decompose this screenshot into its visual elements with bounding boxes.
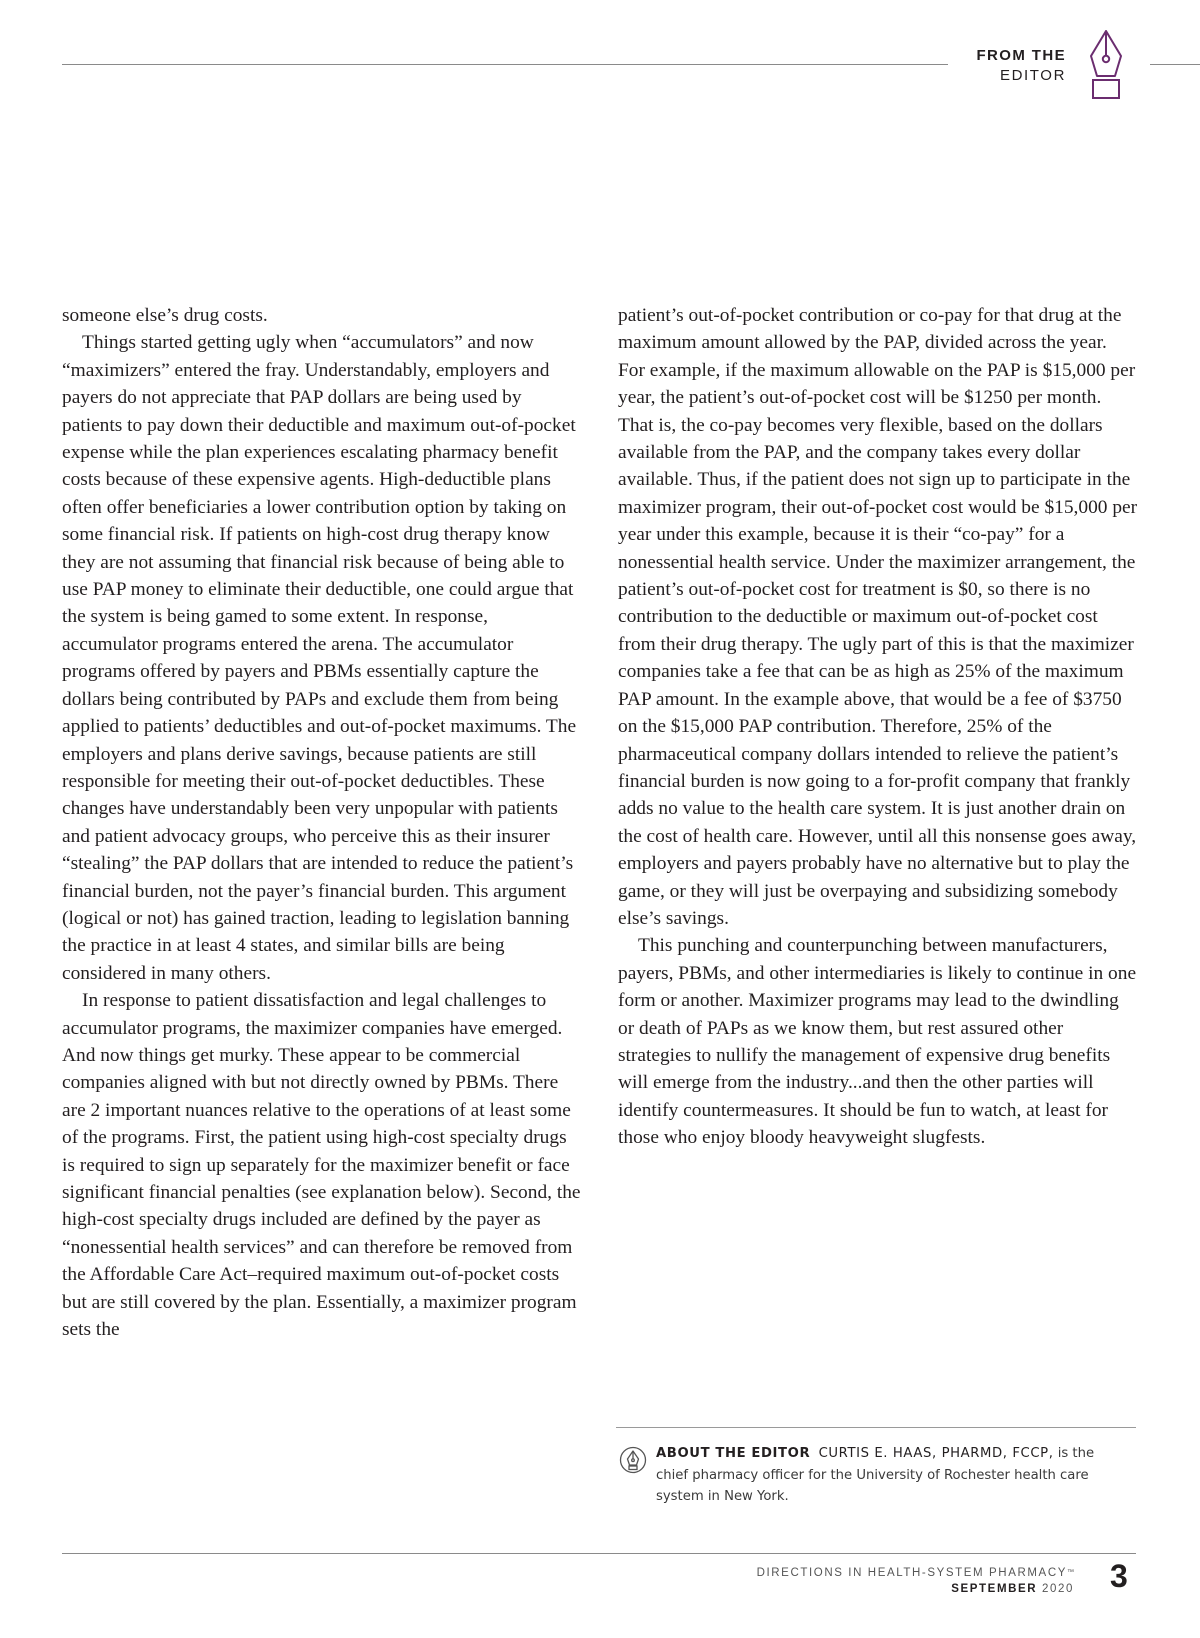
article-column-left — [62, 302, 582, 1343]
pen-nib-circle-icon — [619, 1446, 647, 1474]
section-label-line1: FROM THE — [976, 47, 1066, 64]
about-editor-rule — [616, 1427, 1136, 1428]
publication-name: DIRECTIONS IN HEALTH-SYSTEM PHARMACY — [756, 1567, 1067, 1579]
issue-year: 2020 — [1042, 1583, 1074, 1595]
trademark-mark: ™ — [1067, 1569, 1074, 1576]
paragraph: In response to patient dissatisfaction and legal challenges to accumulator programs, the maximizer companies have emerged. And now things get murky. These appear to be commercial companies aligned with but not directly owned by PBMs. There are 2 important nuances relative to the operations of at least some of the programs. First, the patient using high-cost specialty drugs is required to sign up separately for the maximizer benefit or face significant financial penalties (see explanation below). Second, the high-cost specialty drugs included are defined by the payer as “nonessential health services” and can therefore be removed from the Affordable Care Act–required maximum out-of-pocket costs but are still covered by the plan. Essentially, a maximizer program sets the — [62, 990, 581, 1341]
paragraph: patient’s out-of-pocket contribution or co-pay for that drug at the maximum amount allowed by the PAP, divided across the year. For example, if the maximum allowable on the PAP is $15,000 per year, the patient’s out-of-pocket cost will be $1250 per month. That is, the co-pay becomes very flexible, based on the dollars available from the PAP, and the company takes every dollar available. Thus, if the patient does not sign up to participate in the maximizer program, their out-of-pocket cost would be $15,000 per year under this example, because it is their “co-pay” for a nonessential health service. Under the maximizer arrangement, the patient’s out-of-pocket cost for treatment is $0, so there is no contribution to the deductible or maximum out-of-pocket cost from their drug therapy. The ugly part of this is that the maximizer companies take a fee that can be as high as 25% of the maximum PAP amount. In the example above, that would be a fee of $3750 on the $15,000 PAP contribution. Therefore, 25% of the pharmaceutical company dollars intended to relieve the patient’s financial burden is now going to a for-profit company that frankly adds no value to the health care system. It is just another drain on the cost of health care. However, until all this nonsense goes away, employers and payers probably have no alternative but to play the game, or they will just be overpaying and subsidizing somebody else’s savings. — [618, 305, 1138, 929]
about-editor-box — [656, 1443, 1126, 1508]
header-rule-left — [62, 64, 948, 65]
page-number: 3 — [1110, 1558, 1128, 1594]
editor-name: CURTIS E. HAAS, PHARMD, FCCP, — [818, 1446, 1054, 1461]
paragraph: Things started getting ugly when “accumulators” and now “maximizers” entered the fray. Understandably, employers and payers do not appreciate that PAP dollars are being used by patients to pay down their deductible and maximum out-of-pocket expense while the plan experiences escalating pharmacy benefit costs because of these expensive agents. High-deductible plans often offer beneficiaries a lower contribution option by taking on some financial risk. If patients on high-cost drug therapy know they are not assuming that financial risk because of being able to use PAP money to eliminate their deductible, one could argue that the system is being gamed to some extent. In response, accumulator programs entered the arena. The accumulator programs offered by payers and PBMs essentially capture the dollars being contributed by PAPs and exclude them from being applied to patients’ deductibles and out-of-pocket maximums. The employers and plans derive savings, because patients are still responsible for meeting their out-of-pocket deductibles. These changes have understandably been very unpopular with patients and patient advocacy groups, who perceive this as their insurer “stealing” the PAP dollars that are intended to reduce the patient’s financial burden, not the payer’s financial burden. This argument (logical or not) has gained traction, leading to legislation banning the practice in at least 4 states, and similar bills are being considered in many others. — [62, 332, 577, 984]
section-label — [976, 46, 1066, 86]
about-editor-label: ABOUT THE EDITOR — [656, 1446, 811, 1461]
fountain-pen-nib-icon — [1088, 30, 1124, 102]
section-label-line2: EDITOR — [1000, 67, 1066, 84]
article-column-right — [618, 302, 1138, 1152]
header-rule-right — [1150, 64, 1200, 65]
footer-publication — [757, 1565, 1074, 1597]
paragraph: someone else’s drug costs. — [62, 305, 268, 326]
editor-bio: is the chief pharmacy officer for the University of Rochester health care system in New York. — [656, 1446, 1095, 1505]
footer-rule — [62, 1553, 1136, 1554]
issue-month: SEPTEMBER — [951, 1583, 1038, 1595]
paragraph: This punching and counterpunching between manufacturers, payers, PBMs, and other intermediaries is likely to continue in one form or another. Maximizer programs may lead to the dwindling or death of PAPs as we know them, but rest assured other strategies to nullify the management of expensive drug benefits will emerge from the industry...and then the other parties will identify countermeasures. It should be fun to watch, at least for those who enjoy bloody heavyweight slugfests. — [618, 935, 1137, 1149]
